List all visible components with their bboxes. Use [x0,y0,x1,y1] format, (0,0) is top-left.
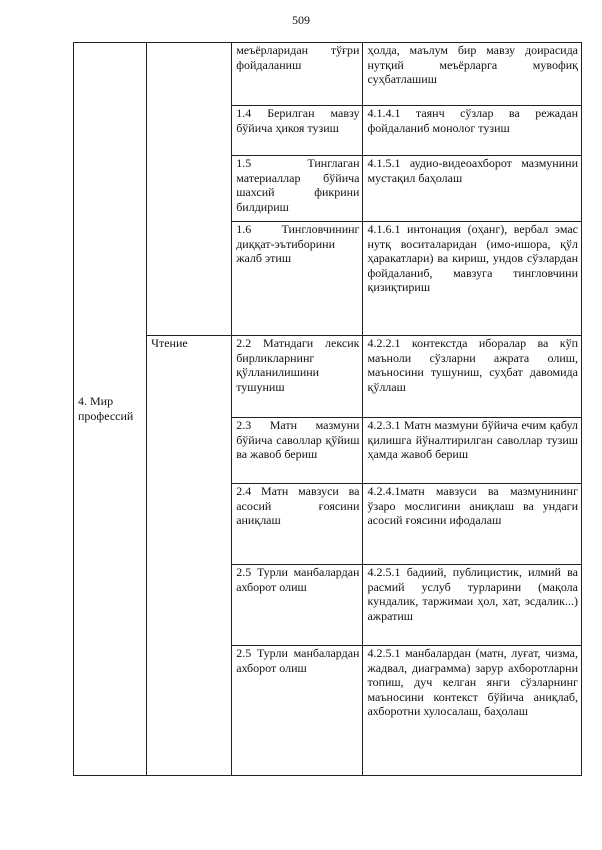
standard-cell: 4.2.2.1 контекстда иборалар ва кўп маъноли сўзларни ажрата олиш, маъносини тушуниш, суҳбат давомида қўллаш [363,336,582,418]
theme-number-label: 4. Мир [78,394,114,409]
theme-title: профессий [78,409,134,423]
section-cell-empty [147,43,232,336]
standard-cell: 4.2.3.1 Матн мазмуни бўйича ечим қабул қилишга йўналтирилган саволлар тузиш ҳамда жавоб бериш [363,418,582,484]
standard-cell: ҳолда, маълум бир мавзу доирасида нутқий меъёрларга мувофиқ суҳбатлашиш [363,43,582,106]
standard-cell: 4.2.5.1 бадиий, публицистик, илмий ва расмий услуб турларини (мақола кундалик, таржимаи ҳол, хат, эсдалик...) ажратиш [363,565,582,646]
standard-cell: 4.1.6.1 интонация (оҳанг), вербал эмас нутқ воситаларидан (имо-ишора, қўл ҳаракатлари) ва кириш, ундов сўзлардан фойдаланиб, мавзуга тингловчини қизиқтириш [363,222,582,336]
curriculum-table [73,42,582,776]
standard-cell: 4.1.5.1 аудио-видеоахборот мазмунини мустақил баҳолаш [363,156,582,222]
skill-cell: 2.3 Матн мазмуни бўйича саволлар қўйиш ва жавоб бериш [232,418,363,484]
table-row [74,336,582,418]
skill-cell: 2.5 Турли манбалардан ахборот олиш [232,565,363,646]
standard-cell: 4.2.5.1 манбалардан (матн, луғат, чизма, жадвал, диаграмма) зарур ахборотларни топиш, дуч келган янги сўзларнинг маъносини контекст бўйича аниқлаб, ахборотни хулосалаш, баҳолаш [363,646,582,776]
standard-cell: 4.2.4.1матн мавзуси ва мазмунининг ўзаро мослигини аниқлаш ва ундаги асосий ғоясини ифодалаш [363,484,582,565]
table-row [74,43,582,106]
section-cell-reading: Чтение [147,336,232,776]
skill-cell: 2.4 Матн мавзуси ва асосий ғоясини аниқлаш [232,484,363,565]
page-number: 509 [292,13,310,27]
theme-cell [74,43,147,776]
skill-cell: 2.2 Матндаги лексик бирликларнинг қўлланилишини тушуниш [232,336,363,418]
skill-cell: 1.6 Тингловчининг диққат-эътиборини жалб этиш [232,222,363,336]
skill-cell: меъёрларидан тўғри фойдаланиш [232,43,363,106]
skill-cell: 1.5 Тинглаган материаллар бўйича шахсий фикрини билдириш [232,156,363,222]
standard-cell: 4.1.4.1 таянч сўзлар ва режадан фойдаланиб монолог тузиш [363,106,582,156]
skill-cell: 1.4 Берилган мавзу бўйича ҳикоя тузиш [232,106,363,156]
skill-cell: 2.5 Турли манбалардан ахборот олиш [232,646,363,776]
